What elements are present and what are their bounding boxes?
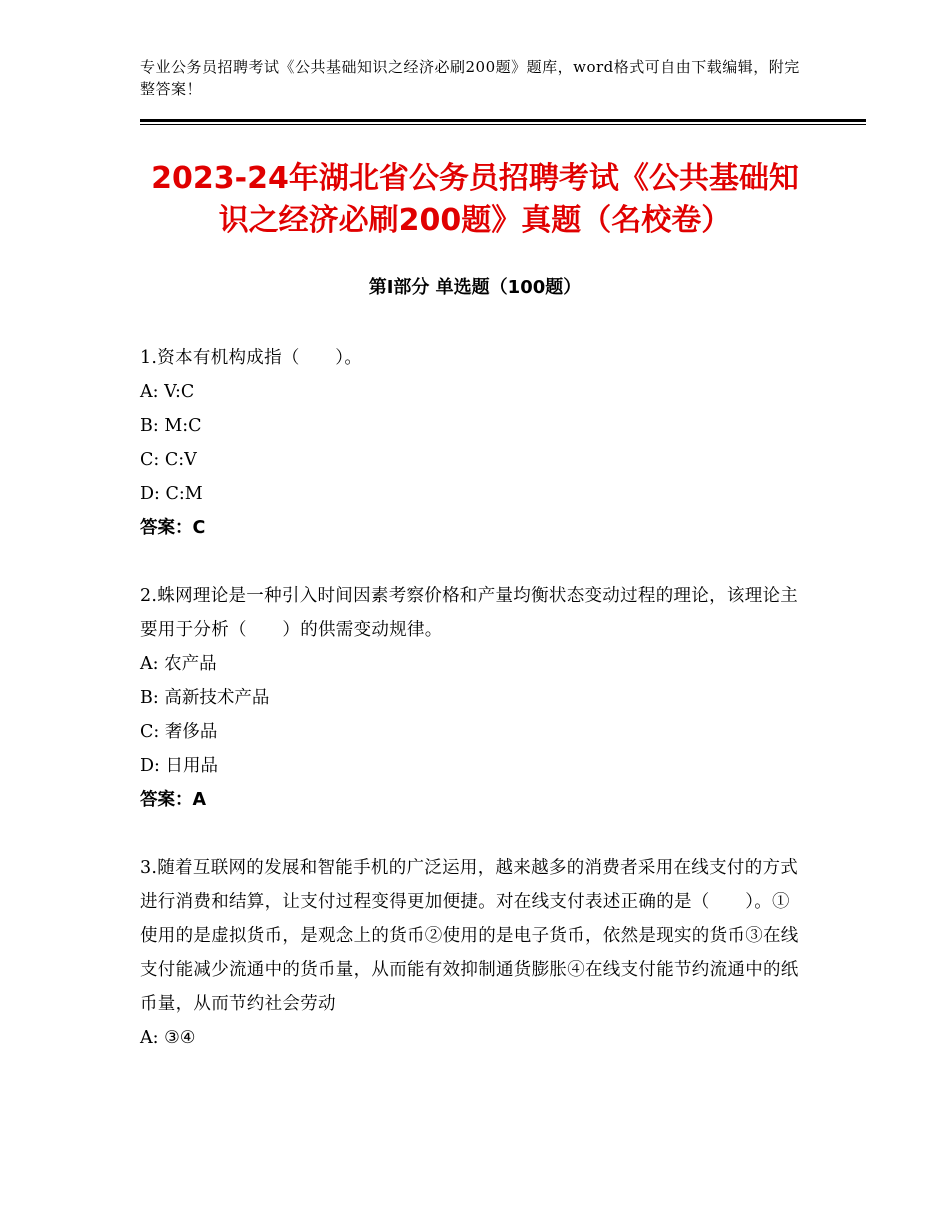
question-stem: 2.蛛网理论是一种引入时间因素考察价格和产量均衡状态变动过程的理论，该理论主要用于分析（ ）的供需变动规律。 [140,586,799,640]
question-stem: 1.资本有机构成指（ ）。 [140,348,363,368]
header-note: 专业公务员招聘考试《公共基础知识之经济必刷200题》题库，word格式可自由下载编辑，附完整答案！ [140,58,800,98]
question-spacer [140,545,800,579]
answer: 答案：A [140,790,207,810]
document-title: 2023-24年湖北省公务员招聘考试《公共基础知识之经济必刷200题》真题（名校卷） [151,161,799,238]
question-2 [140,579,800,817]
option-c: C: C:V [140,450,197,470]
header-rule-thin [140,124,866,125]
option-d: D: C:M [140,484,203,504]
option-b: B: 高新技术产品 [140,688,270,708]
option-b: B: M:C [140,416,202,436]
header-rule-thick [140,119,866,122]
question-3 [140,851,800,1055]
option-a: A: ③④ [140,1028,196,1048]
question-stem: 3.随着互联网的发展和智能手机的广泛运用，越来越多的消费者采用在线支付的方式进行消费和结算，让支付过程变得更加便捷。对在线支付表述正确的是（ ）。①使用的是虚拟货币，是观念上的货币②使用的是电子货币，依然是现实的货币③在线支付能减少流通中的货币量，从而能有效抑制通货膨胀④在线支付能节约流通中的纸币量，从而节约社会劳动 [140,858,799,1014]
option-d: D: 日用品 [140,756,218,776]
question-1 [140,341,800,545]
answer: 答案：C [140,518,206,538]
option-a: A: 农产品 [140,654,217,674]
question-list [140,341,800,1055]
section-title: 第Ⅰ部分 单选题（100题） [368,277,582,298]
option-a: A: V:C [140,382,195,402]
option-c: C: 奢侈品 [140,722,218,742]
question-spacer [140,817,800,851]
